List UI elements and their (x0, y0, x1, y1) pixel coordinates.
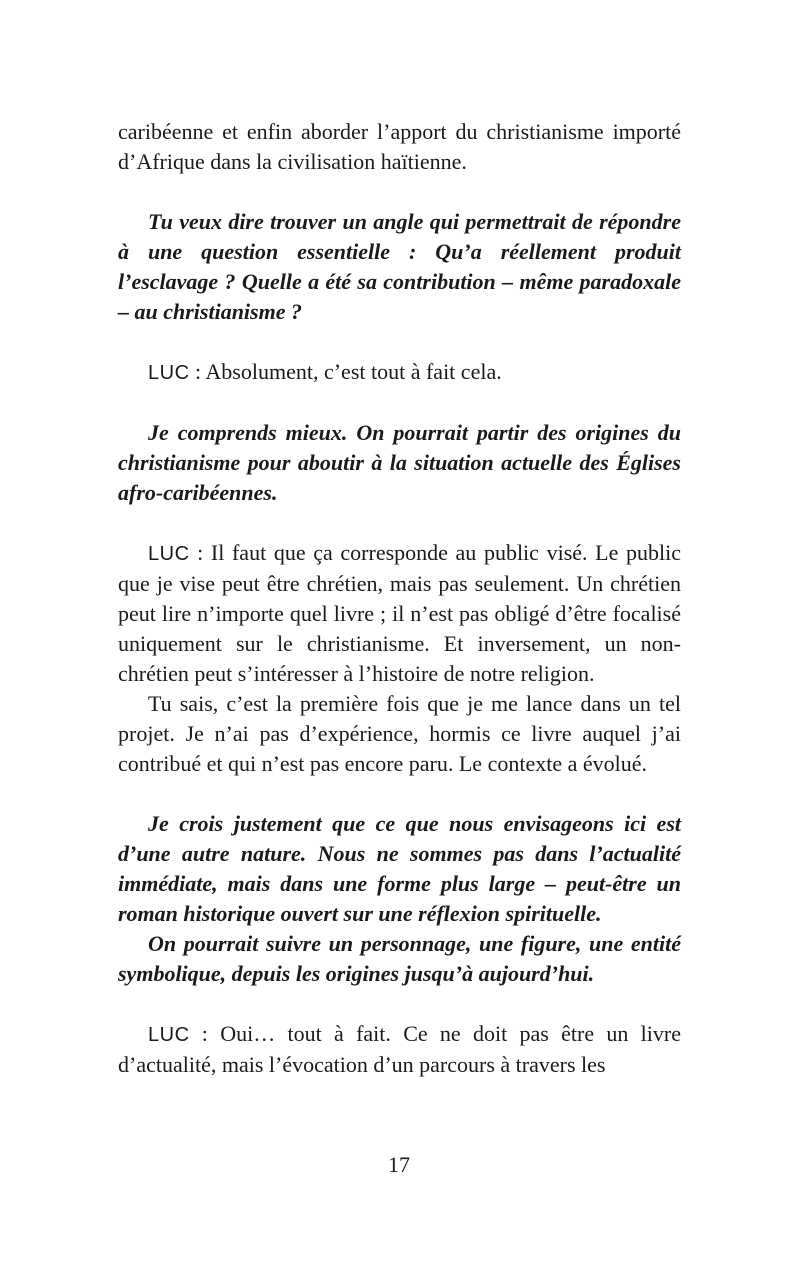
speaker-name: LUC (148, 362, 190, 384)
paragraph-gap (118, 327, 681, 357)
paragraph-gap (118, 388, 681, 418)
page-body (118, 117, 681, 1080)
paragraph-question: Je comprends mieux. On pourrait partir des origines du christianisme pour aboutir à la situation actuelle des Églises afro-caribéennes. (118, 420, 681, 505)
paragraph-question: On pourrait suivre un personnage, une figure, une entité symbolique, depuis les origines jusqu’à aujourd’hui. (118, 931, 681, 986)
paragraph-gap (118, 779, 681, 809)
paragraph-question: Je crois justement que ce que nous envisageons ici est d’une autre nature. Nous ne sommes pas dans l’actualité immédiate, mais dans une forme plus large – peut-être un roman historique ouvert sur une réflexion spirituelle. (118, 811, 681, 926)
paragraph-narration: Tu sais, c’est la première fois que je me lance dans un tel projet. Je n’ai pas d’expérience, hormis ce livre auquel j’ai contribué et qui n’est pas encore paru. Le contexte a évolué. (118, 691, 681, 776)
speaker-name: LUC (148, 1024, 190, 1046)
paragraph-answer (118, 357, 681, 388)
paragraph-answer (118, 538, 681, 689)
speaker-name: LUC (148, 543, 190, 565)
page-number: 17 (388, 1152, 410, 1177)
paragraph-narration: caribéenne et enfin aborder l’apport du christianisme importé d’Afrique dans la civilisation haïtienne. (118, 119, 681, 174)
paragraph-gap (118, 508, 681, 538)
answer-text: : Il faut que ça corresponde au public visé. Le public que je vise peut être chrétien, mais pas seulement. Un chrétien peut lire n’importe quel livre ; il n’est pas obligé d’être focalisé uniquement sur le christianisme. Et inversement, un non-chrétien peut s’intéresser à l’histoire de notre religion. (118, 540, 681, 686)
paragraph-gap (118, 177, 681, 207)
paragraph-question: Tu veux dire trouver un angle qui permettrait de répondre à une question essentielle : Qu’a réellement produit l’esclavage ? Quelle a été sa contribution – même paradoxale – au christianisme ? (118, 209, 681, 324)
answer-text: : Oui… tout à fait. Ce ne doit pas être un livre d’actualité, mais l’évocation d’un parcours à travers les (118, 1021, 681, 1077)
paragraph-answer (118, 1019, 681, 1080)
answer-text: : Absolument, c’est tout à fait cela. (189, 359, 502, 384)
paragraph-gap (118, 989, 681, 1019)
